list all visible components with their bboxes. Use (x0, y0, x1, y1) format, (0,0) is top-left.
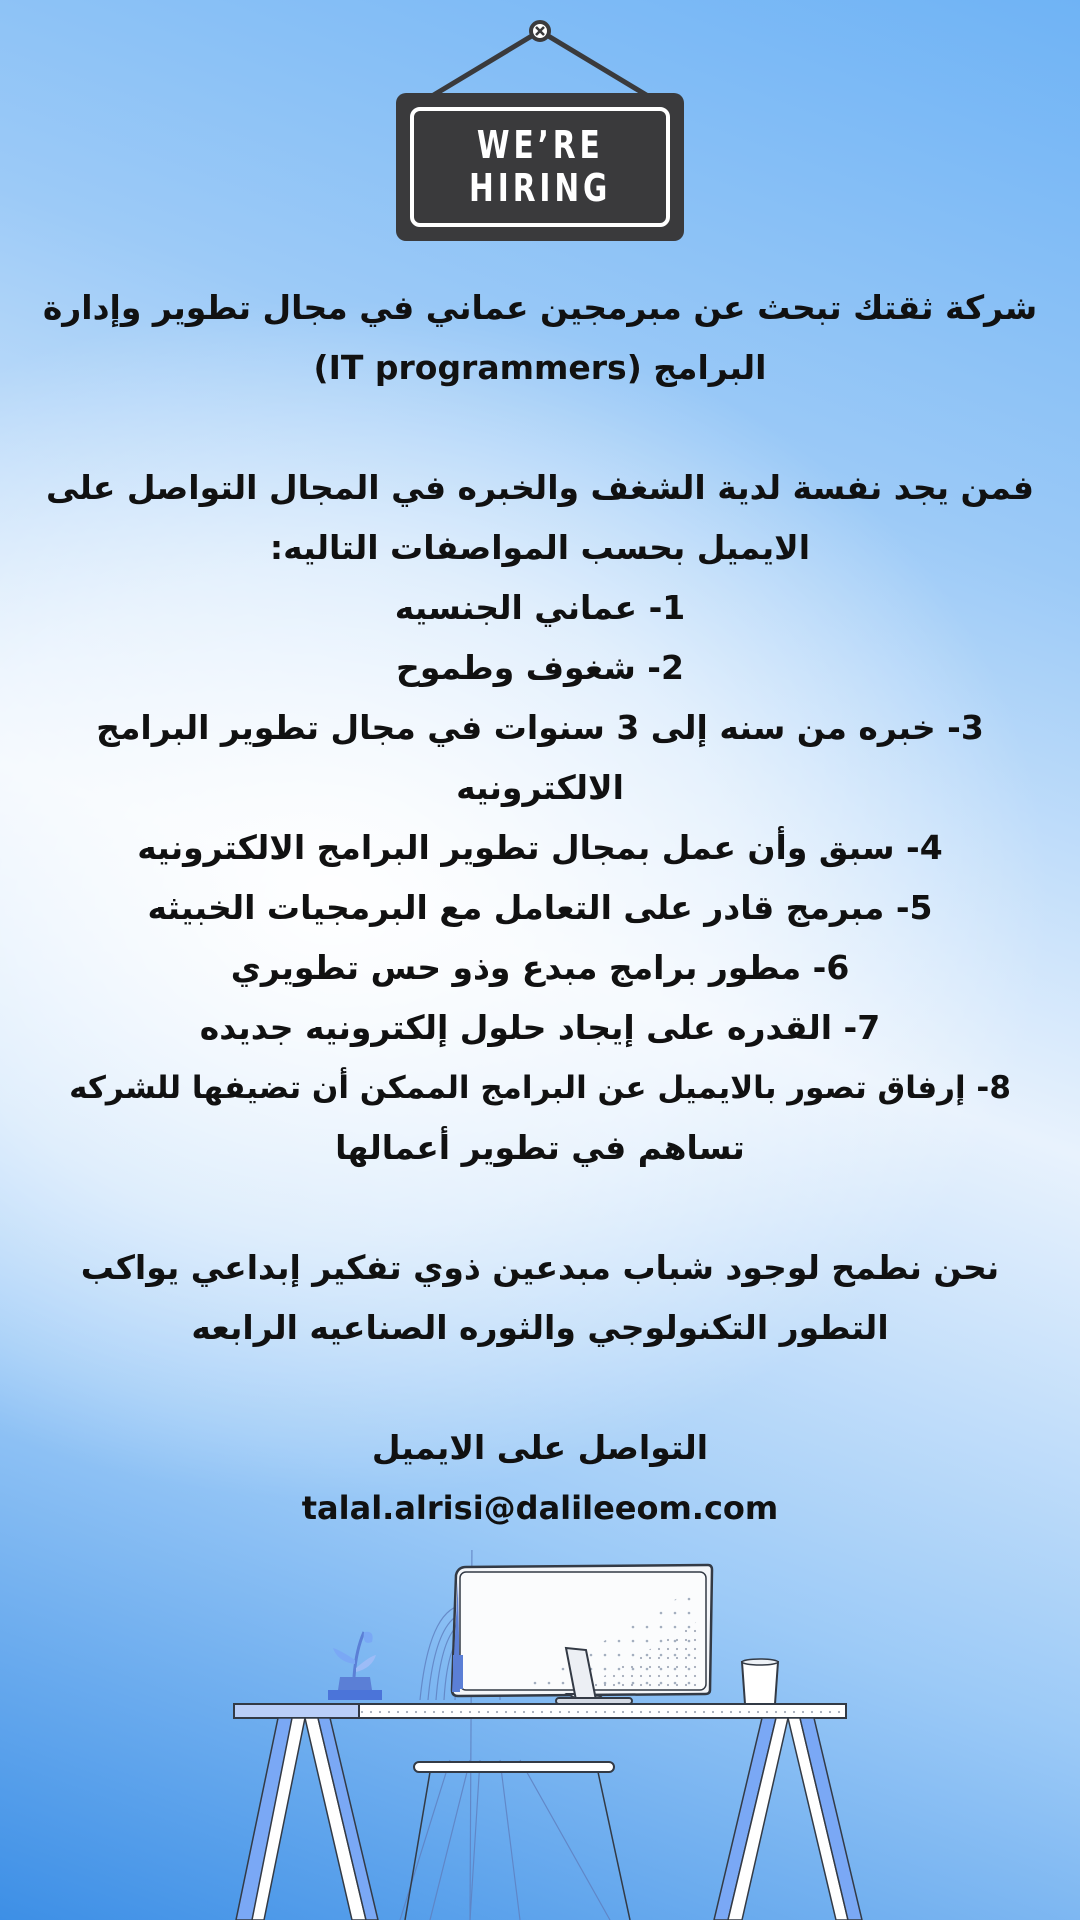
requirement-item: تساهم في تطوير أعمالها (335, 1128, 745, 1167)
desk-with-monitor-illustration (0, 1550, 1080, 1920)
vision-line-1: نحن نطمح لوجود شباب مبدعين ذوي تفكير إبداعي يواكب (80, 1248, 1000, 1287)
requirement-item: 3- خبره من سنه إلى 3 سنوات في مجال تطوير البرامج (96, 708, 984, 747)
requirement-item: 2- شغوف وطموح (396, 648, 684, 687)
contact-label: التواصل على الايميل (371, 1428, 709, 1467)
requirement-item: 7- القدره على إيجاد حلول إلكترونيه جديده (199, 1008, 881, 1047)
sign-text-line-1: WE’RE (476, 123, 604, 167)
requirement-item: 6- مطور برامج مبدع وذو حس تطويري (230, 948, 850, 987)
spacer (0, 1358, 1080, 1418)
intro-line-2: البرامج (IT programmers) (313, 348, 767, 387)
spacer (0, 398, 1080, 458)
call-line-1: فمن يجد نفسة لدية الشغف والخبره في المجال التواصل على (46, 468, 1034, 507)
spacer (0, 1178, 1080, 1238)
requirement-item: الالكترونيه (456, 768, 624, 807)
job-posting-text (0, 278, 1080, 1538)
intro-line-1: شركة ثقتك تبحث عن مبرمجين عماني في مجال تطوير وإدارة (42, 288, 1038, 327)
call-line-2: الايميل بحسب المواصفات التاليه: (269, 528, 811, 567)
vision-line-2: التطور التكنولوجي والثوره الصناعيه الرابعه (191, 1308, 889, 1347)
requirement-item: 4- سبق وأن عمل بمجال تطوير البرامج الالكترونيه (137, 828, 943, 867)
contact-email-link[interactable]: talal.alrisi@dalileeom.com (301, 1489, 779, 1527)
sign-text-line-2: HIRING (468, 166, 612, 210)
sign-board (396, 93, 684, 241)
requirement-item: 1- عماني الجنسيه (394, 588, 686, 627)
requirement-item: 5- مبرمج قادر على التعامل مع البرمجيات الخبيثه (147, 888, 933, 927)
requirement-item: 8- إرفاق تصور بالايميل عن البرامج الممكن أن تضيفها للشركه (69, 1070, 1011, 1106)
hiring-sign (0, 0, 1080, 250)
sign-frame (410, 107, 670, 227)
